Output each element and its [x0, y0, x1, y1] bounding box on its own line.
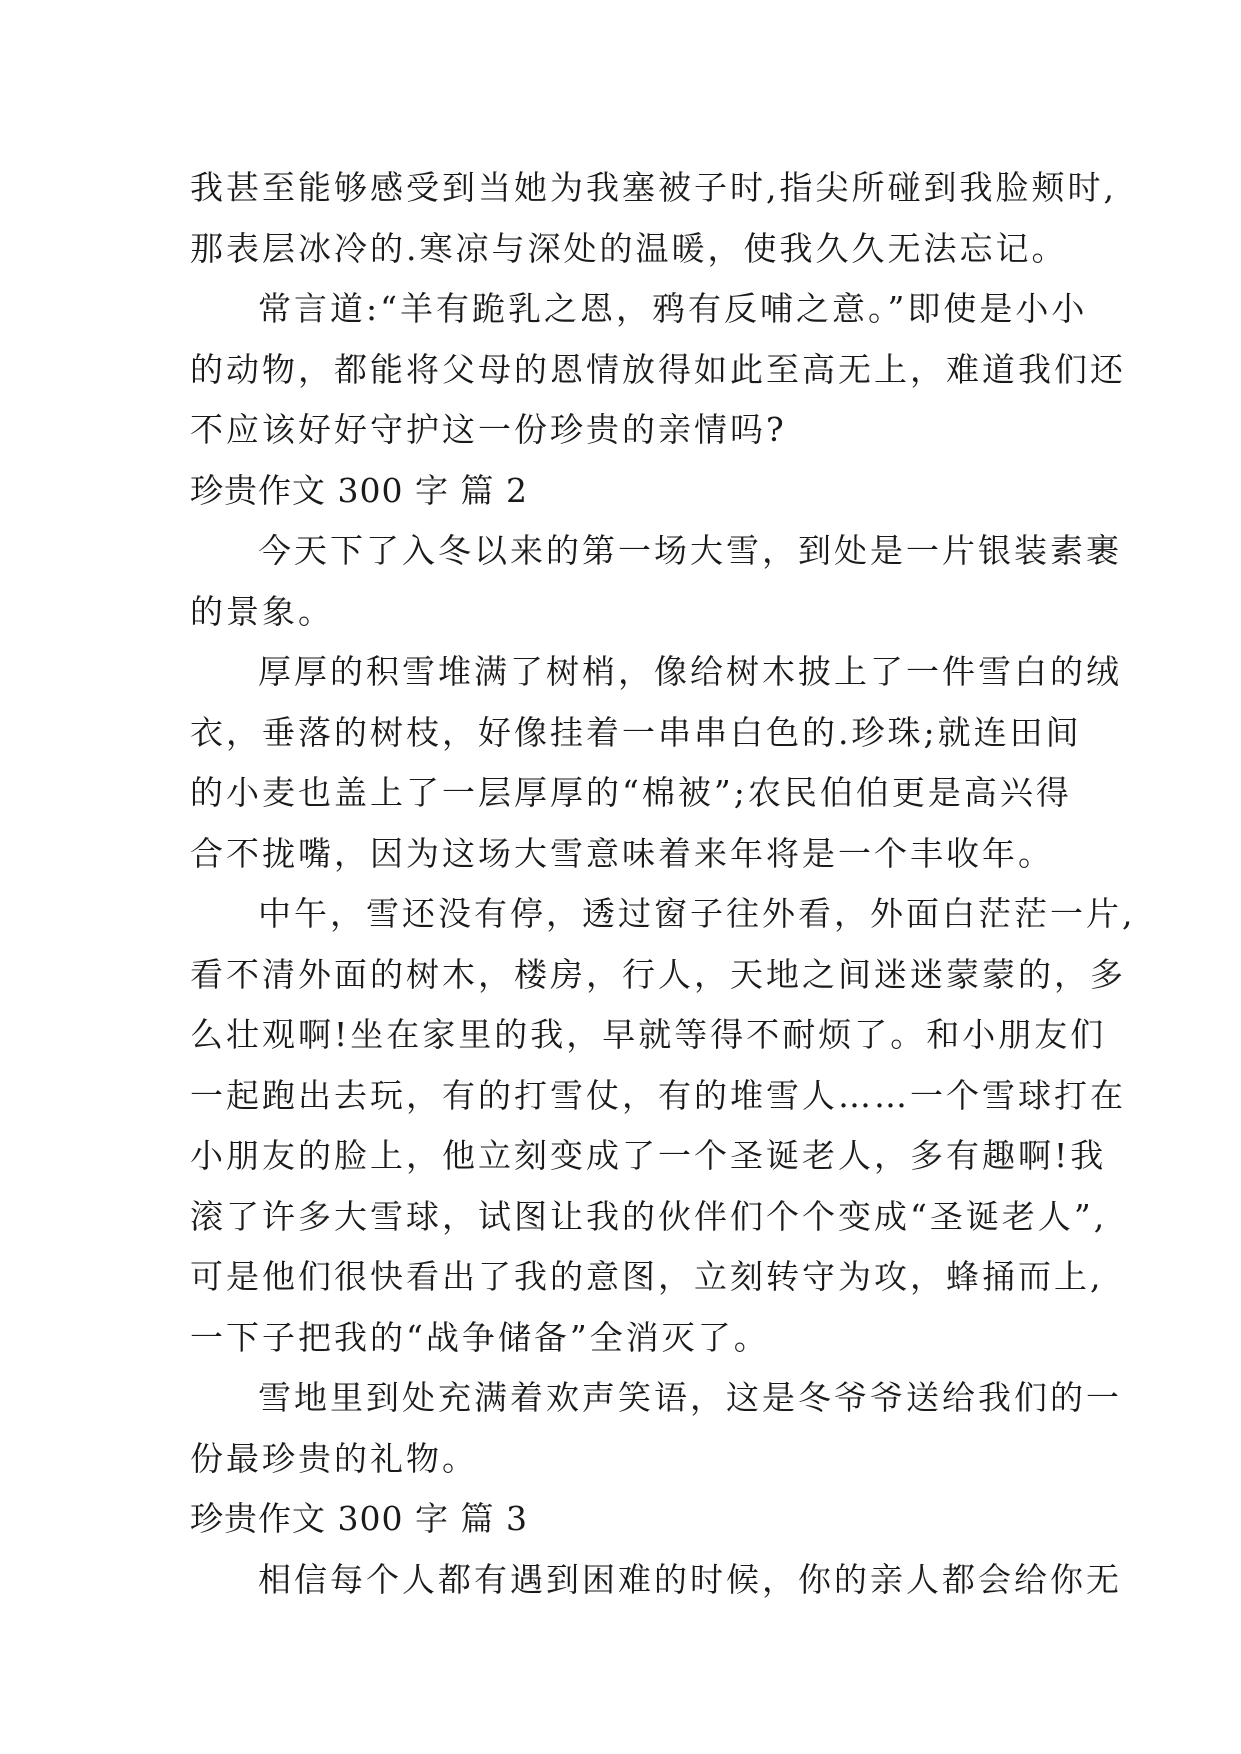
text-line: 今天下了入冬以来的第一场大雪，到处是一片银装素裹 [258, 531, 1122, 570]
section-heading: 珍贵作文 300 字 篇 2 [190, 470, 528, 510]
text-line: 我甚至能够感受到当她为我塞被子时,指尖所碰到我脸颊时, [190, 168, 1117, 207]
text-line: 份最珍贵的礼物。 [190, 1438, 478, 1478]
text-line: 看不清外面的树木，楼房，行人，天地之间迷迷蒙蒙的，多 [190, 954, 1126, 994]
text-line: 的动物，都能将父母的恩情放得如此至高无上，难道我们还 [190, 349, 1126, 389]
text-line: 相信每个人都有遇到困难的时候，你的亲人都会给你无 [258, 1559, 1122, 1599]
text-line: 常言道:“羊有跪乳之恩，鸦有反哺之意。”即使是小小 [258, 289, 1088, 328]
paragraph [190, 642, 1122, 884]
text-line: 一下子把我的“战争储备”全消灭了。 [190, 1317, 770, 1357]
text-line: 衣，垂落的树枝，好像挂着一串串白色的.珍珠;就连田间 [190, 712, 1082, 752]
section-heading: 珍贵作文 300 字 篇 3 [190, 1499, 528, 1538]
text-line: 一起跑出去玩，有的打雪仗，有的堆雪人……一个雪球打在 [190, 1075, 1126, 1115]
text-line: 小朋友的脸上，他立刻变成了一个圣诞老人，多有趣啊!我 [190, 1136, 1107, 1175]
paragraph [190, 1368, 1122, 1489]
text-line: 滚了许多大雪球，试图让我的伙伴们个个变成“圣诞老人”, [190, 1196, 1108, 1236]
text-line: 可是他们很快看出了我的意图，立刻转守为攻，蜂捅而上, [190, 1257, 1104, 1296]
paragraph [190, 884, 1136, 1368]
text-line: 厚厚的积雪堆满了树梢，像给树木披上了一件雪白的绒 [258, 652, 1122, 691]
document-body [190, 158, 1136, 1610]
text-line: 合不拢嘴，因为这场大雪意味着来年将是一个丰收年。 [190, 833, 1054, 873]
paragraph [190, 158, 1117, 279]
text-line: 雪地里到处充满着欢声笑语，这是冬爷爷送给我们的一 [258, 1378, 1122, 1417]
text-line: 中午，雪还没有停，透过窗子往外看，外面白茫茫一片, [258, 894, 1136, 933]
text-line: 么壮观啊!坐在家里的我，早就等得不耐烦了。和小朋友们 [190, 1015, 1107, 1054]
paragraph [190, 279, 1126, 461]
paragraph [190, 1550, 1122, 1611]
paragraph [190, 521, 1122, 642]
text-line: 的小麦也盖上了一层厚厚的“棉被”;农民伯伯更是高兴得 [190, 773, 1072, 812]
text-line: 不应该好好守护这一份珍贵的亲情吗? [190, 410, 787, 449]
text-line: 那表层冰冷的.寒凉与深处的温暖，使我久久无法忘记。 [190, 228, 1068, 268]
text-line: 的景象。 [190, 591, 334, 631]
